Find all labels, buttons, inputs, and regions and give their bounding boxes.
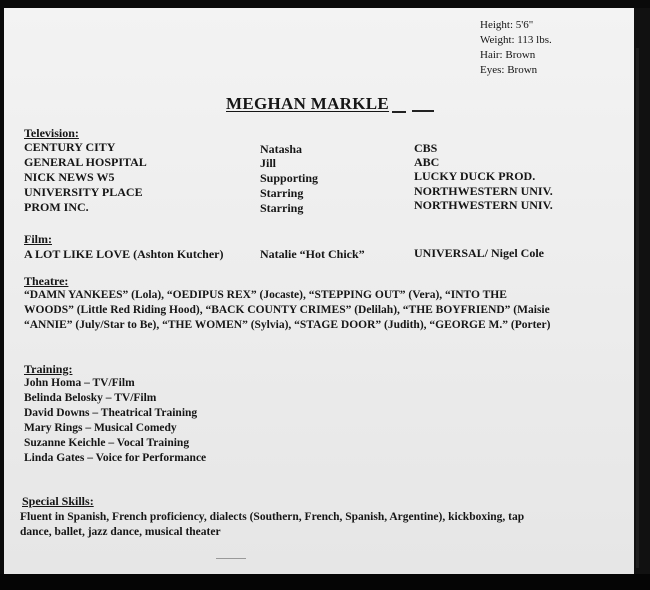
- credit-network: NORTHWESTERN UNIV.: [414, 184, 553, 198]
- credit-title: GENERAL HOSPITAL: [24, 155, 147, 169]
- section-heading-training: Training:: [24, 362, 73, 376]
- section-heading-television: Television:: [24, 126, 79, 140]
- credit-role: Natalie “Hot Chick”: [260, 247, 365, 261]
- training-item: Suzanne Keichle – Vocal Training: [24, 437, 190, 449]
- decorative-dash: [216, 558, 246, 559]
- credit-network: NORTHWESTERN UNIV.: [414, 198, 553, 212]
- theatre-line: WOODS” (Little Red Riding Hood), “BACK COUNTY CRIMES” (Delilah), “THE BOYFRIEND” (Maisie: [24, 304, 550, 316]
- credit-title: PROM INC.: [24, 200, 89, 214]
- theatre-line: “DAMN YANKEES” (Lola), “OEDIPUS REX” (Jocaste), “STEPPING OUT” (Vera), “INTO THE: [24, 289, 507, 301]
- section-heading-theatre: Theatre:: [24, 274, 69, 288]
- credit-title: NICK NEWS W5: [24, 170, 115, 184]
- section-heading-skills: Special Skills:: [22, 494, 94, 508]
- training-item: Belinda Belosky – TV/Film: [24, 392, 157, 404]
- credit-row: [24, 247, 624, 263]
- training-item: David Downs – Theatrical Training: [24, 407, 198, 419]
- credit-role: Starring: [260, 186, 304, 200]
- stat-hair: Hair: Brown: [480, 49, 536, 61]
- credit-title: CENTURY CITY: [24, 140, 116, 154]
- training-item: Linda Gates – Voice for Performance: [24, 452, 207, 464]
- physical-stats: [480, 18, 552, 78]
- credit-network: ABC: [414, 155, 440, 169]
- stat-eyes: Eyes: Brown: [480, 64, 538, 76]
- stat-weight: Weight: 113 lbs.: [480, 34, 552, 46]
- skills-line: dance, ballet, jazz dance, musical theater: [20, 526, 221, 538]
- credit-role: Natasha: [260, 142, 303, 156]
- skills-line: Fluent in Spanish, French proficiency, dialects (Southern, French, Spanish, Argentine), kickboxing, tap: [20, 511, 525, 523]
- resume-page: [4, 8, 634, 574]
- theatre-line: “ANNIE” (July/Star to Be), “THE WOMEN” (Sylvia), “STAGE DOOR” (Judith), “GEORGE M.” (Porter): [24, 319, 551, 331]
- page-title: MEGHAN MARKLE: [226, 94, 390, 113]
- photo-edge: [634, 8, 650, 580]
- credit-network: LUCKY DUCK PROD.: [414, 169, 536, 183]
- stat-height: Height: 5'6": [480, 19, 534, 31]
- credit-role: Starring: [260, 201, 304, 215]
- credit-network: CBS: [414, 141, 438, 155]
- decorative-dash: [412, 110, 434, 112]
- decorative-dash: [392, 111, 406, 113]
- credit-title: UNIVERSITY PLACE: [24, 185, 143, 199]
- credit-title: A LOT LIKE LOVE (Ashton Kutcher): [24, 247, 224, 261]
- theatre-credits: [24, 288, 550, 333]
- training-item: John Homa – TV/Film: [24, 377, 135, 389]
- credit-role: Jill: [260, 156, 277, 170]
- section-heading-film: Film:: [24, 232, 52, 246]
- credit-studio: UNIVERSAL/ Nigel Cole: [414, 246, 545, 260]
- skills-text: [20, 510, 524, 540]
- training-item: Mary Rings – Musical Comedy: [24, 422, 177, 434]
- photo-border: [0, 574, 650, 590]
- training-list: [24, 376, 206, 466]
- credit-role: Supporting: [260, 171, 319, 185]
